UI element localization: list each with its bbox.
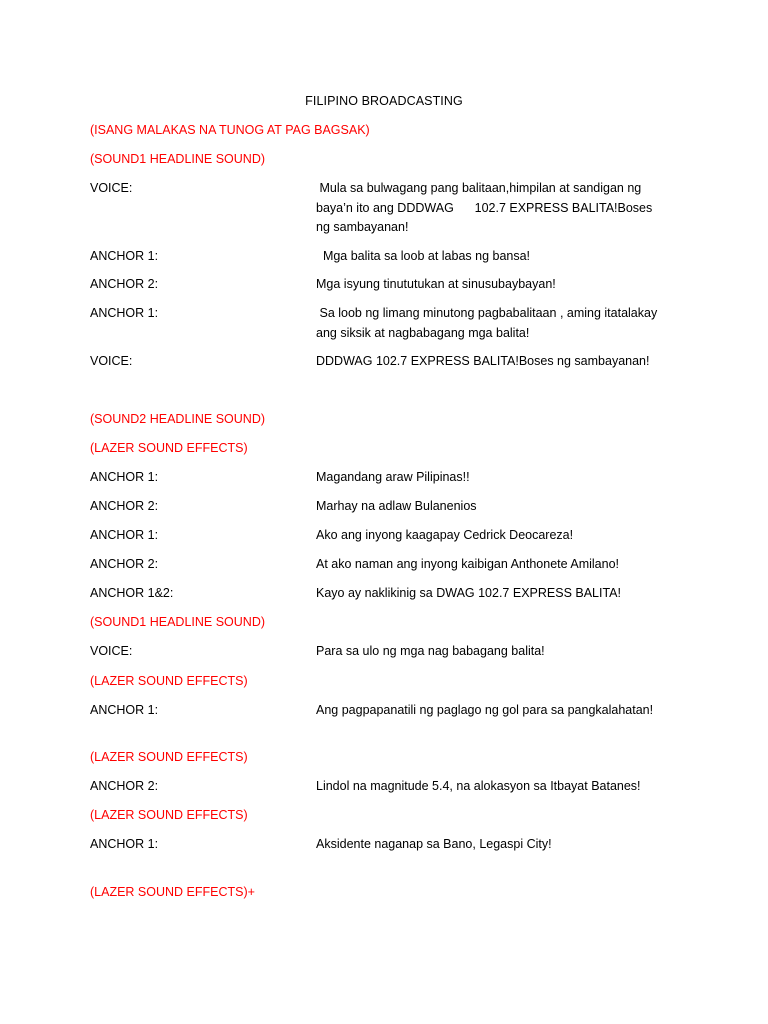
speaker-label: ANCHOR 1:	[90, 528, 159, 542]
speaker-label: ANCHOR 1:	[90, 470, 159, 484]
sound-cue: (LAZER SOUND EFFECTS)+	[90, 885, 255, 899]
speech-text: Mga balita sa loob at labas ng bansa!	[316, 249, 531, 263]
speech-text: Kayo ay naklikinig sa DWAG 102.7 EXPRESS BALITA!	[316, 586, 621, 600]
speaker-label: ANCHOR 2:	[90, 277, 159, 291]
sound-cue: (LAZER SOUND EFFECTS)	[90, 808, 248, 822]
speech-text: Lindol na magnitude 5.4, na alokasyon sa Itbayat Batanes!	[316, 779, 641, 793]
speech-text: Magandang araw Pilipinas!!	[316, 470, 470, 484]
speech-text: DDDWAG 102.7 EXPRESS BALITA!Boses ng sambayanan!	[316, 354, 650, 368]
speech-text: Marhay na adlaw Bulanenios	[316, 499, 477, 513]
speaker-label: ANCHOR 1:	[90, 306, 159, 320]
sound-cue: (SOUND1 HEADLINE SOUND)	[90, 615, 266, 629]
sound-cue: (LAZER SOUND EFFECTS)	[90, 750, 248, 764]
sound-cue: (LAZER SOUND EFFECTS)	[90, 441, 248, 455]
sound-cue: (SOUND1 HEADLINE SOUND)	[90, 152, 266, 166]
speaker-label: ANCHOR 1:	[90, 703, 159, 717]
speech-text: Mula sa bulwagang pang balitaan,himpilan at sandigan ng baya’n ito ang DDDWAG 102.7 EXPRESS BALITA!Boses ng sambayanan!	[316, 181, 656, 234]
speaker-label: ANCHOR 1&2:	[90, 586, 174, 600]
speech-text: Para sa ulo ng mga nag babagang balita!	[316, 644, 545, 658]
speaker-label: ANCHOR 2:	[90, 779, 159, 793]
speaker-label: VOICE:	[90, 354, 133, 368]
speech-text: Aksidente naganap sa Bano, Legaspi City!	[316, 837, 552, 851]
speaker-label: ANCHOR 1:	[90, 249, 159, 263]
speech-text: Sa loob ng limang minutong pagbabalitaan , aming itatalakay ang siksik at nagbabagang mga balita!	[316, 306, 661, 340]
speech-text: Ako ang inyong kaagapay Cedrick Deocareza!	[316, 528, 574, 542]
speech-text: Mga isyung tinututukan at sinusubaybayan!	[316, 277, 556, 291]
speaker-label: ANCHOR 2:	[90, 499, 159, 513]
sound-cue: (LAZER SOUND EFFECTS)	[90, 674, 248, 688]
speech-text: Ang pagpapanatili ng paglago ng gol para sa pangkalahatan!	[316, 703, 654, 717]
speaker-label: ANCHOR 2:	[90, 557, 159, 571]
speaker-label: VOICE:	[90, 181, 133, 195]
speech-text: At ako naman ang inyong kaibigan Anthonete Amilano!	[316, 557, 619, 571]
speaker-label: ANCHOR 1:	[90, 837, 159, 851]
document-title: FILIPINO BROADCASTING	[305, 94, 463, 108]
speaker-label: VOICE:	[90, 644, 133, 658]
sound-cue: (ISANG MALAKAS NA TUNOG AT PAG BAGSAK)	[90, 123, 370, 137]
sound-cue: (SOUND2 HEADLINE SOUND)	[90, 412, 266, 426]
